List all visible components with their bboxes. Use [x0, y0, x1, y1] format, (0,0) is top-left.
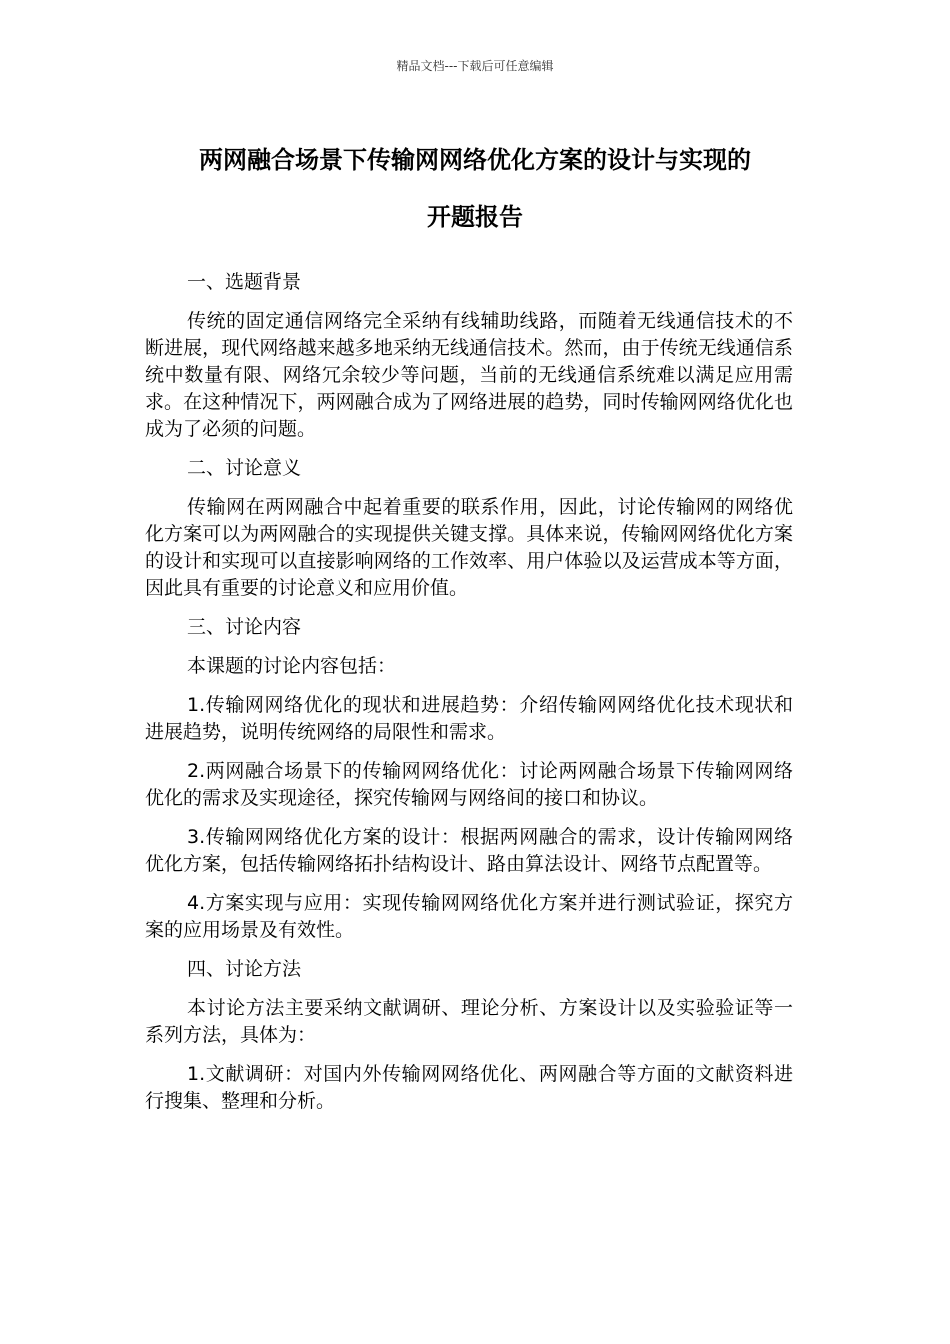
list-item-content-1: 1.传输网网络优化的现状和进展趋势：介绍传输网网络优化技术现状和进展趋势，说明传统网络的局限性和需求。 [145, 694, 793, 743]
paragraph-method-intro: 本讨论方法主要采纳文献调研、理论分析、方案设计以及实验验证等一系列方法，具体为： [145, 997, 793, 1046]
section-heading-content: 三、讨论内容 [187, 616, 302, 638]
list-item-content-3: 3.传输网网络优化方案的设计：根据两网融合的需求，设计传输网网络优化方案，包括传输网络拓扑结构设计、路由算法设计、网络节点配置等。 [145, 826, 793, 875]
document-title-line-1: 两网融合场景下传输网网络优化方案的设计与实现的 [199, 146, 751, 174]
list-item-content-4: 4.方案实现与应用：实现传输网网络优化方案并进行测试验证，探究方案的应用场景及有效性。 [145, 892, 793, 941]
paragraph-significance: 传输网在两网融合中起着重要的联系作用，因此，讨论传输网的网络优化方案可以为两网融合的实现提供关键支撑。具体来说，传输网网络优化方案的设计和实现可以直接影响网络的工作效率、用户体验以及运营成本等方面，因此具有重要的讨论意义和应用价值。 [145, 496, 793, 599]
paragraph-content-intro: 本课题的讨论内容包括： [187, 655, 397, 677]
list-item-content-2: 2.两网融合场景下的传输网网络优化：讨论两网融合场景下传输网网络优化的需求及实现途径，探究传输网与网络间的接口和协议。 [145, 760, 793, 809]
section-heading-method: 四、讨论方法 [187, 958, 302, 980]
paragraph-background: 传统的固定通信网络完全采纳有线辅助线路，而随着无线通信技术的不断进展，现代网络越来越多地采纳无线通信技术。然而，由于传统无线通信系统中数量有限、网络冗余较少等问题，当前的无线通信系统难以满足应用需求。在这种情况下，两网融合成为了网络进展的趋势，同时传输网网络优化也成为了必须的问题。 [145, 310, 793, 440]
section-heading-significance: 二、讨论意义 [187, 457, 302, 479]
section-heading-background: 一、选题背景 [187, 271, 302, 293]
document-body [145, 269, 793, 1127]
document-title [100, 132, 850, 246]
document-title-line-2: 开题报告 [427, 203, 523, 231]
list-item-method-1: 1.文献调研：对国内外传输网网络优化、两网融合等方面的文献资料进行搜集、整理和分析。 [145, 1063, 793, 1112]
page-header-watermark: 精品文档---下载后可任意编辑 [396, 59, 554, 73]
